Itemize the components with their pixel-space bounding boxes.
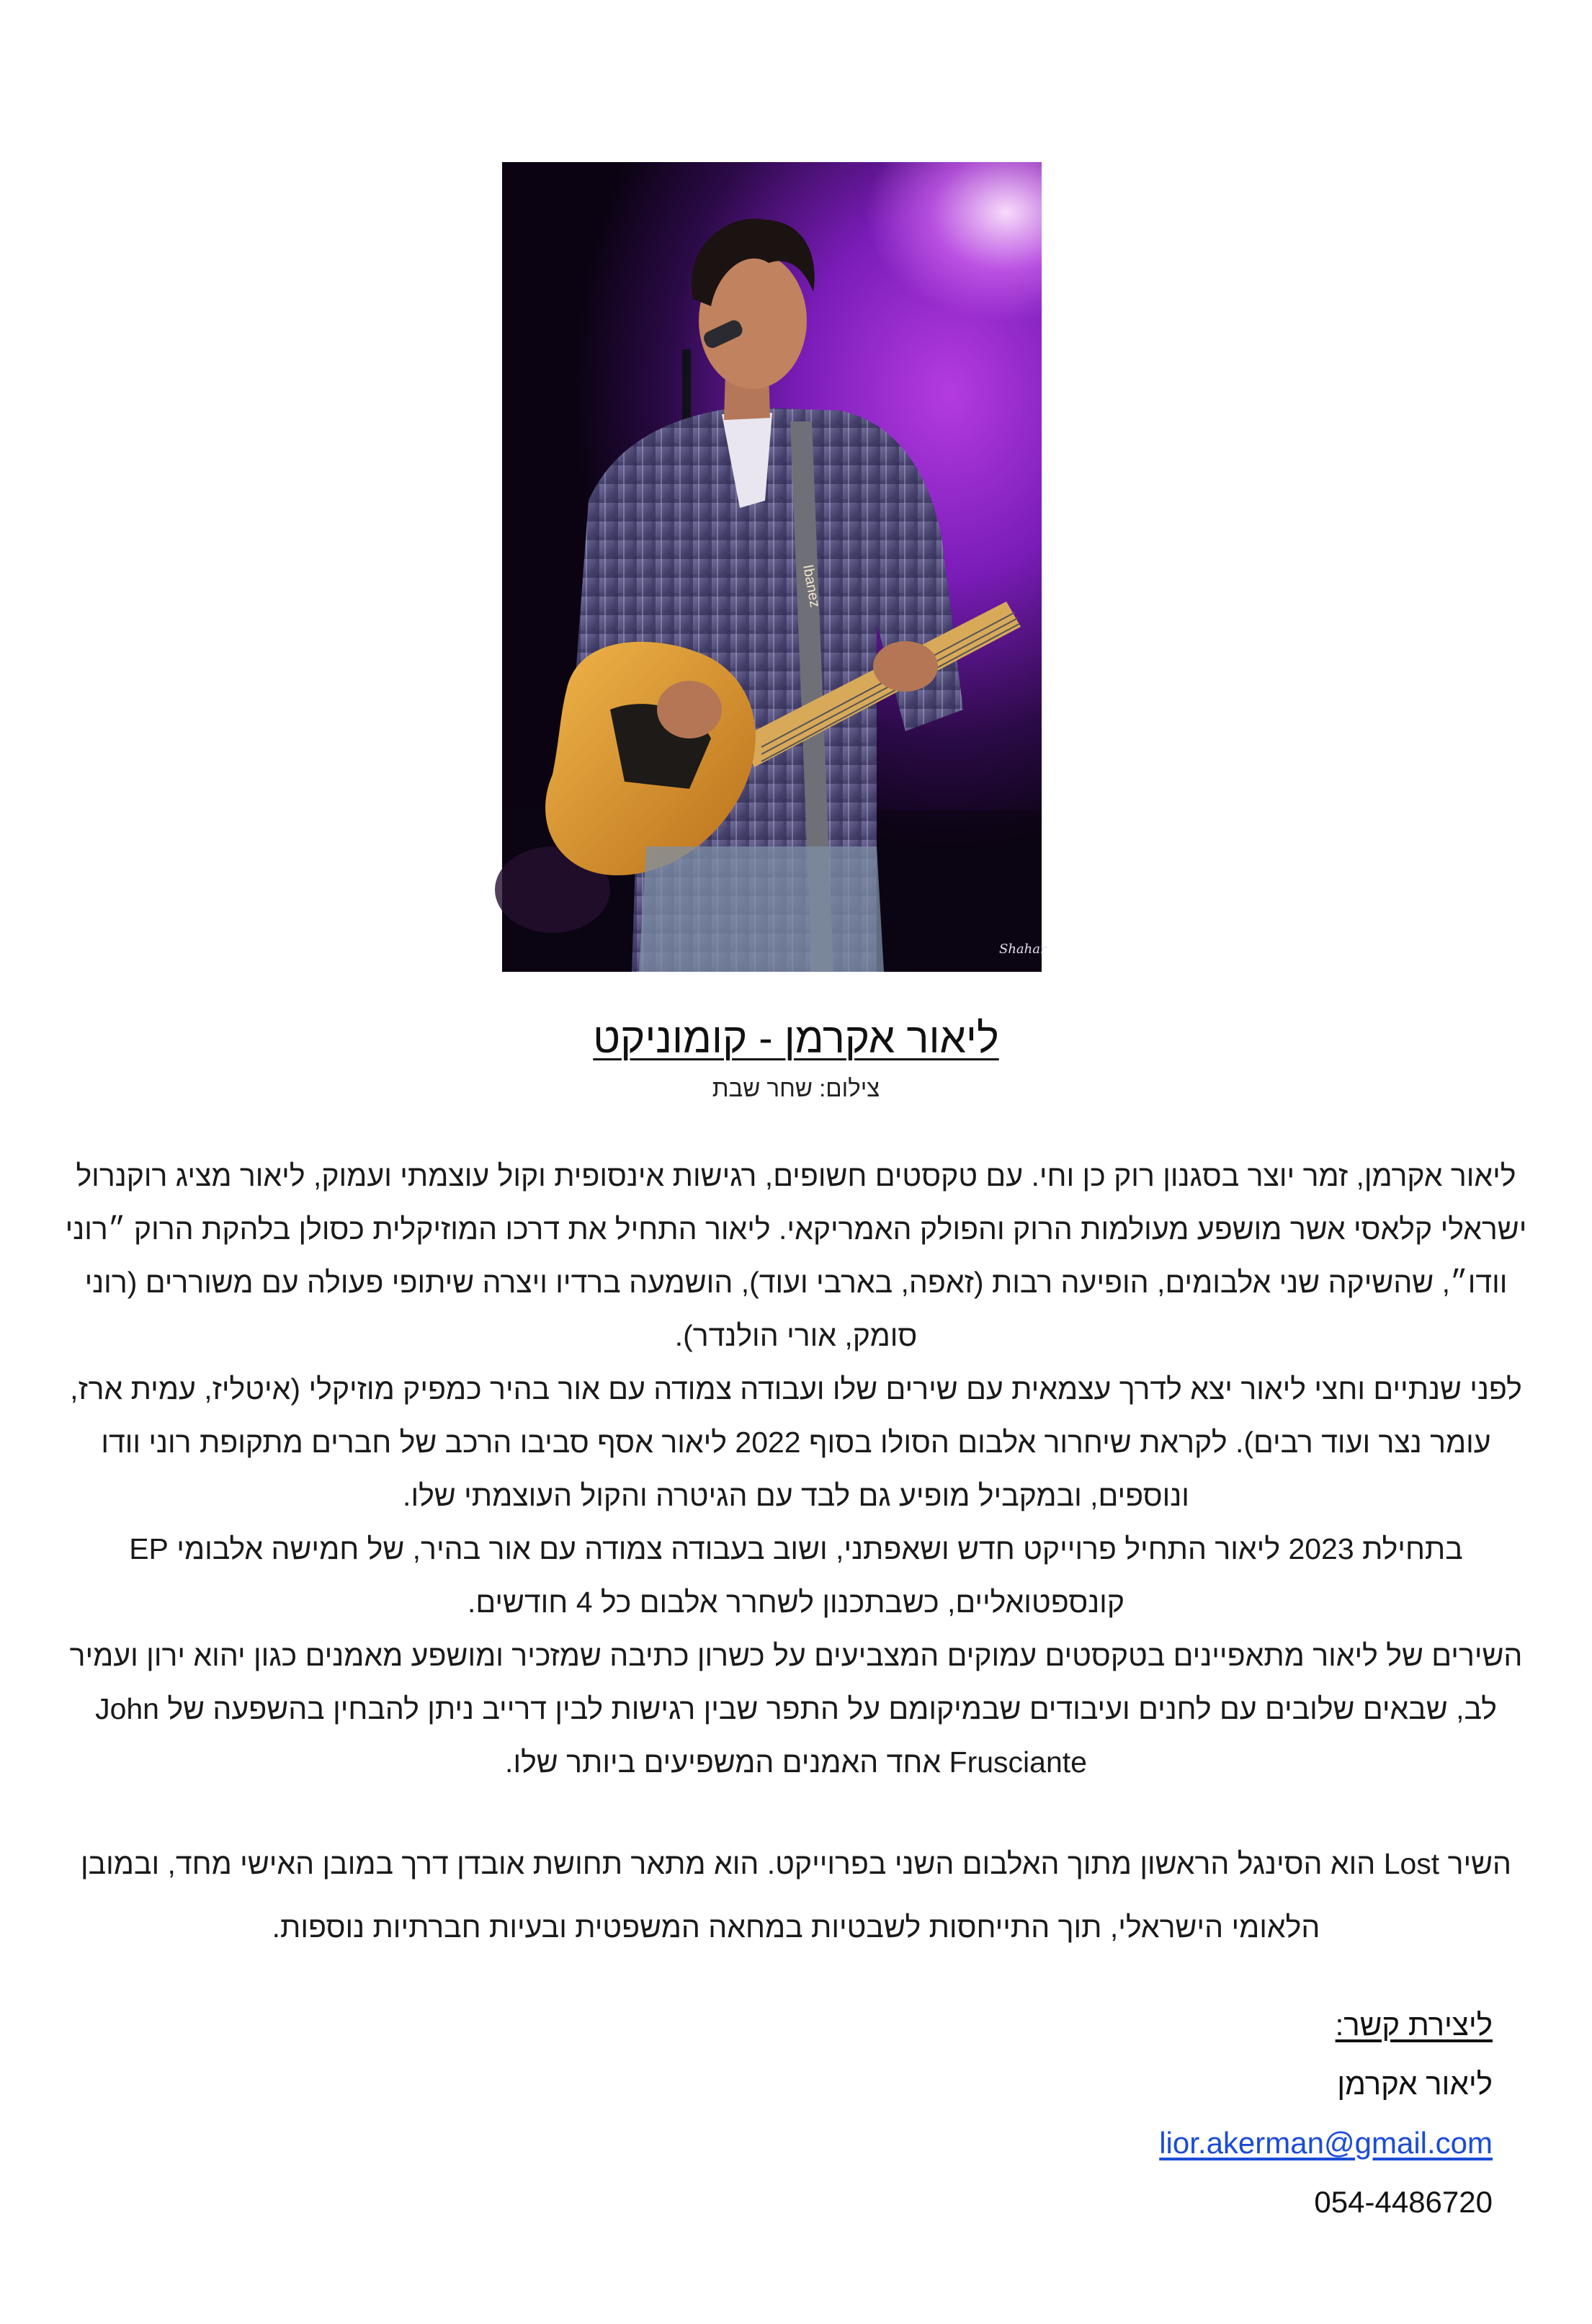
bio-paragraph: לפני שנתיים וחצי ליאור יצא לדרך עצמאית עם שירים שלו ועבודה צמודה עם אור בהיר כמפיק מוזיקלי (איטליז, עמית ארז, עומר נצר ועוד רבים). לקראת שיחרור אלבום הסולו בסוף 2022 ליאור אסף סביבו הרכב של חברים מתקופת רוני וודו ונוספים, ובמקביל מופיע גם לבד עם הגיטרה והקול העוצמתי שלו.: [70, 1372, 1522, 1512]
paragraph-gap: [58, 1789, 1534, 1832]
contact-block: [1159, 1995, 1493, 2232]
bio-body: [58, 1149, 1534, 1959]
photo-credit: צילום: שחר שבת: [712, 1075, 880, 1101]
bio-paragraph: השירים של ליאור מתאפיינים בטקסטים עמוקים המצביעים על כשרון כתיבה שמזכיר ומושפע מאמנים כגון יהוא ירון ועמיר לב, שבאים שלובים עם לחנים ועיבודים שבמיקומם על התפר שבין רגישות לבין דרייב ניתן להבחין בהשפעה של John Frusciante אחד האמנים המשפיעים ביותר שלו.: [69, 1639, 1523, 1779]
contact-name: ליאור אקרמן: [1337, 2067, 1493, 2101]
artist-photo-illustration: [502, 162, 1047, 972]
artist-photo: [502, 162, 1047, 972]
contact-phone: 054-4486720: [1314, 2185, 1493, 2219]
bio-paragraph: בתחילת 2023 ליאור התחיל פרוייקט חדש ושאפתני, ושוב בעבודה צמודה עם אור בהיר, של חמישה אלבומי EP קונספטואליים, כשבתכנון לשחרר אלבום כל 4 חודשים.: [129, 1532, 1463, 1619]
photographer-signature: Shahar: [999, 942, 1047, 957]
single-description: השיר Lost הוא הסינגל הראשון מתוך האלבום השני בפרוייקט. הוא מתאר תחושת אובדן דרך במובן האישי מחד, ובמובן הלאומי הישראלי, תוך התייחסות לשבטיות במחאה המשפטית ובעיות חברתיות נוספות.: [80, 1847, 1512, 1944]
page-title: ליאור אקרמן - קומוניקט: [593, 1015, 999, 1062]
bio-paragraph: ליאור אקרמן, זמר יוצר בסגנון רוק כן וחי. עם טקסטים חשופים, רגישות אינסופית וקול עוצמתי ועמוק, ליאור מציג רוקנרול ישראלי קלאסי אשר מושפע מעולמות הרוק והפולק האמריקאי. ליאור התחיל את דרכו המוזיקלית כסולן בלהקת הרוק ״רוני וודו״, שהשיקה שני אלבומים, הופיעה רבות (זאפה, בארבי ועוד), הושמעה ברדיו ויצרה שיתופי פעולה עם משוררים (רוני סומק, אורי הולנדר).: [65, 1159, 1527, 1352]
strap-brand-text: Ibanez: [800, 563, 823, 609]
contact-email-link[interactable]: lior.akerman@gmail.com: [1159, 2126, 1493, 2160]
contact-heading: ליצירת קשר:: [1335, 2008, 1493, 2042]
